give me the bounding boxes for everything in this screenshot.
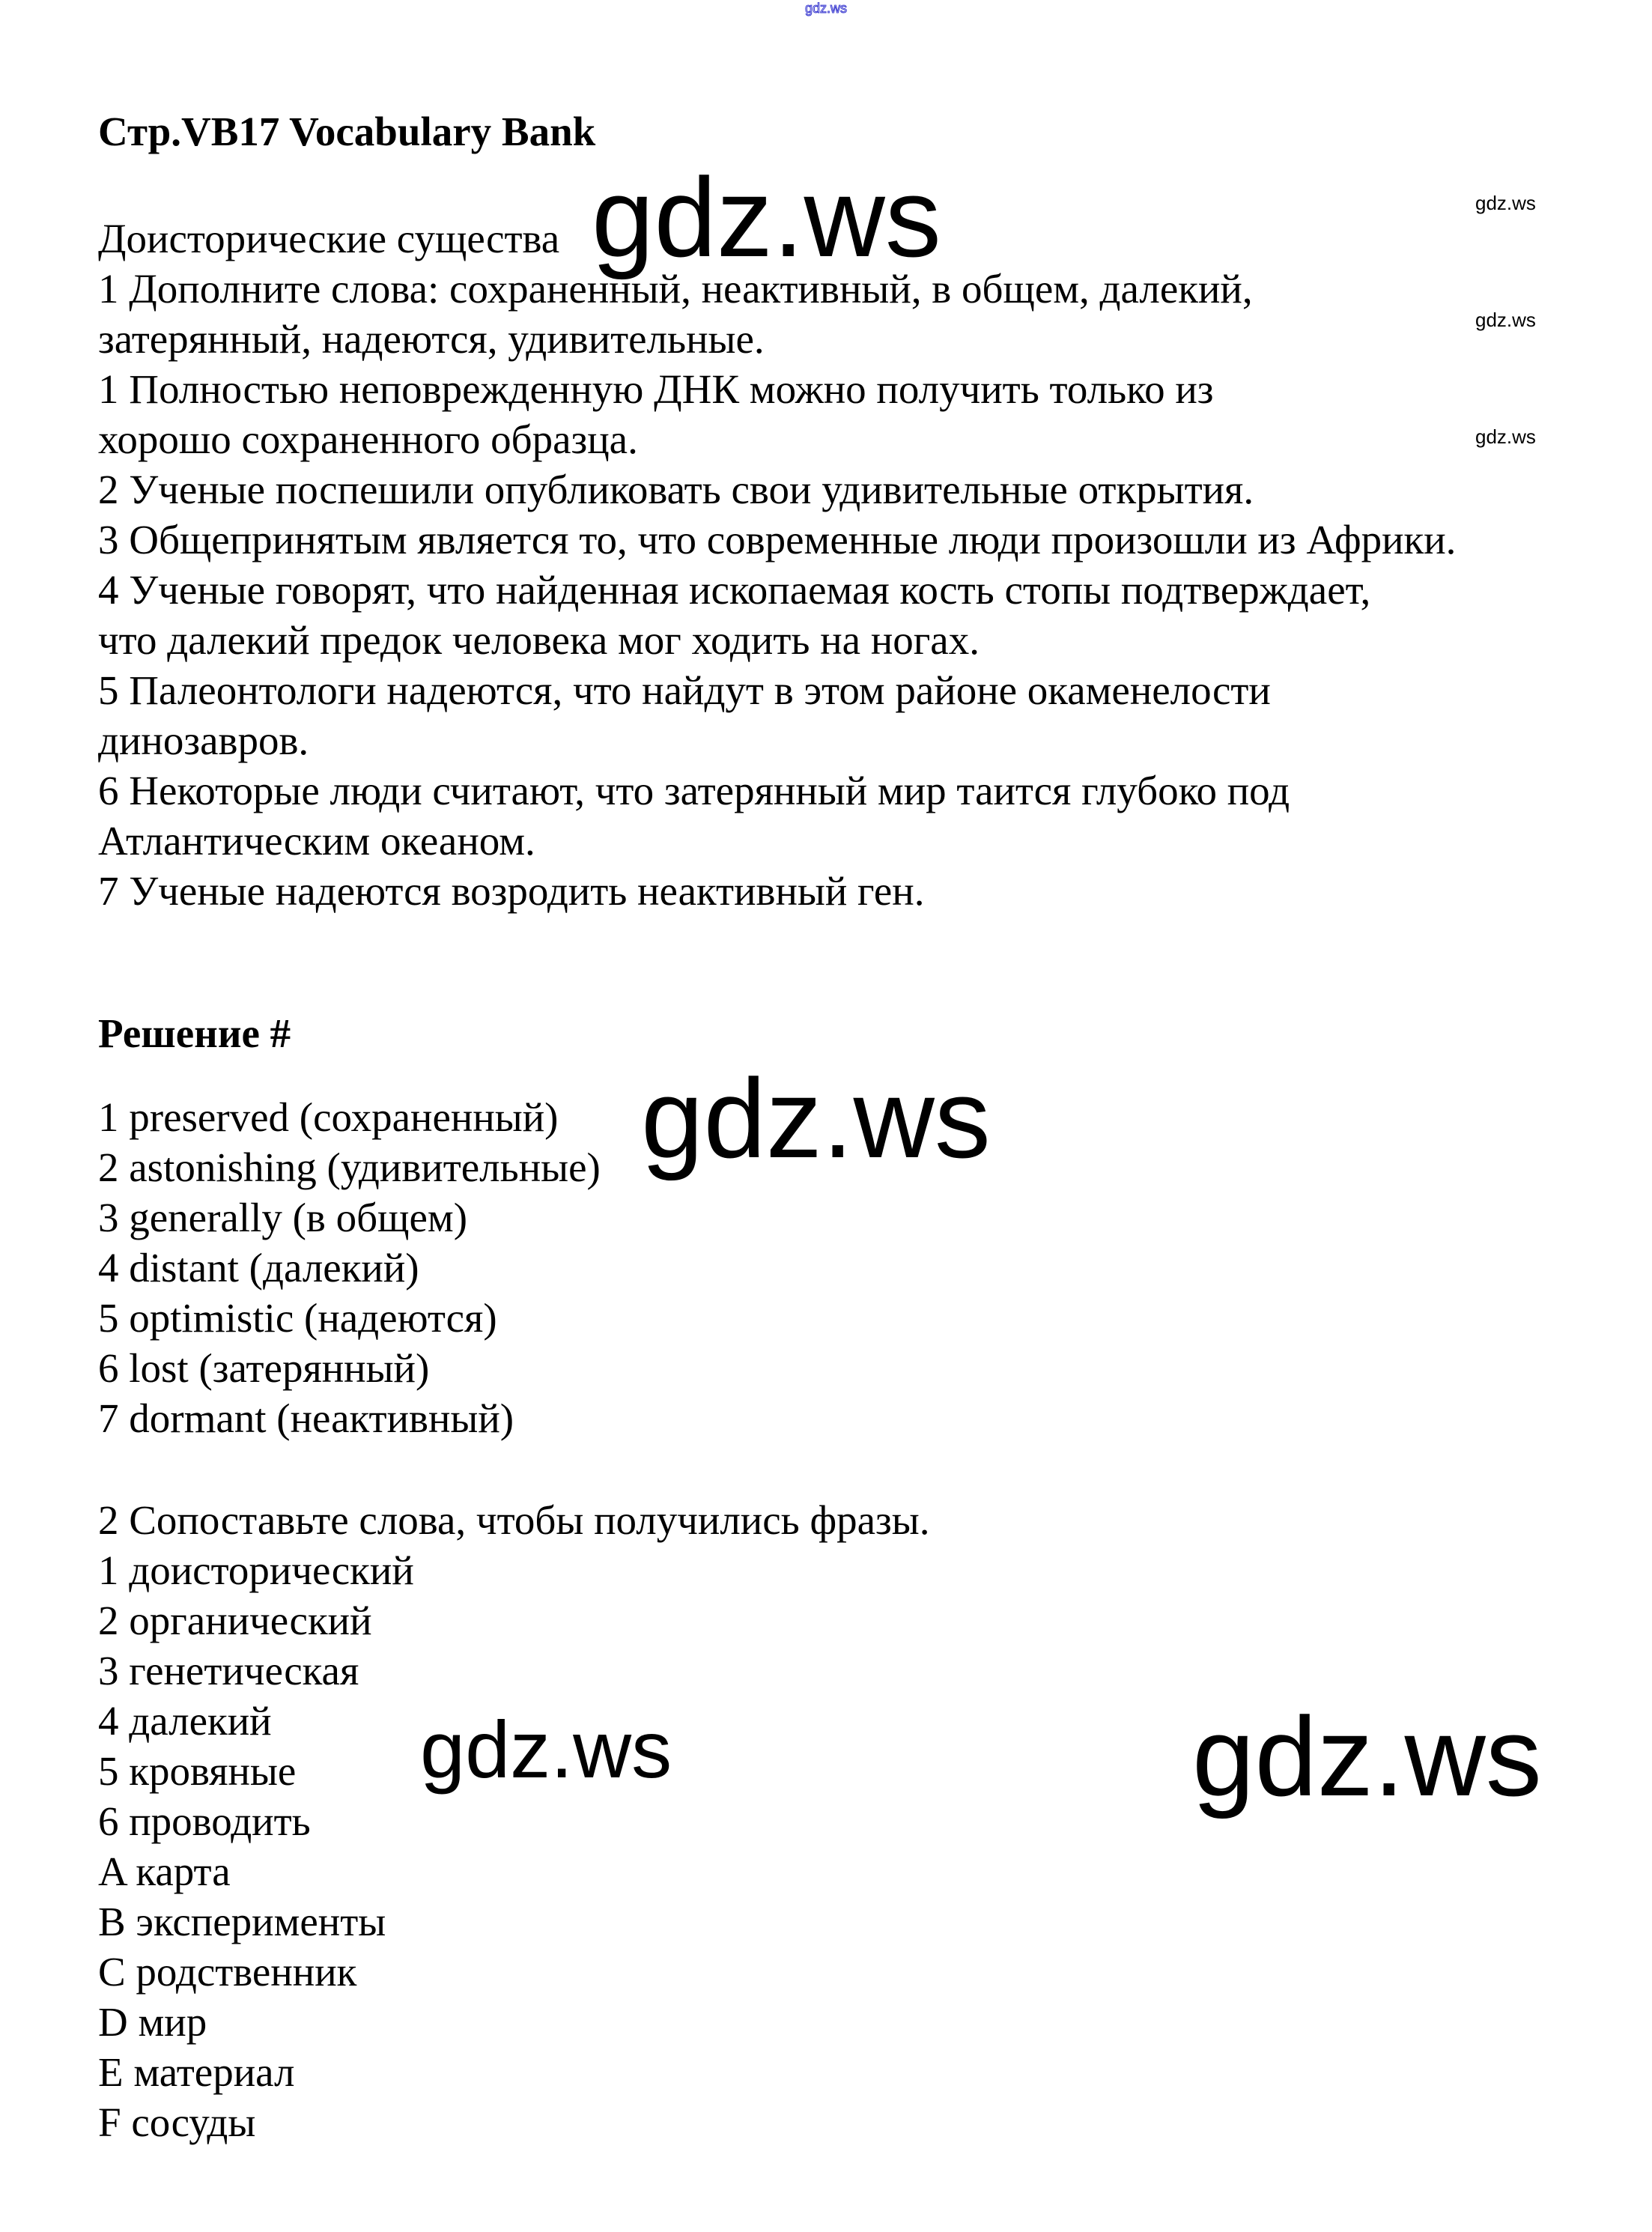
text-line: C родственник (98, 1949, 357, 1995)
text-line: 7 Ученые надеются возродить неактивный ген. (98, 868, 925, 914)
text-line: D мир (98, 1999, 207, 2045)
answer-line: 4 distant (далекий) (98, 1245, 419, 1291)
text-line: 5 Палеонтологи надеются, что найдут в этом районе окаменелости (98, 667, 1271, 713)
text-line: 1 доисторический (98, 1547, 414, 1593)
text-line: 3 Общепринятым является то, что современные люди произошли из Африки. (98, 517, 1457, 562)
text-line: A карта (98, 1849, 231, 1894)
text-line: 2 Сопоставьте слова, чтобы получились фразы. (98, 1497, 930, 1543)
text-line: 6 проводить (98, 1798, 311, 1844)
text-line: 4 далекий (98, 1698, 272, 1744)
watermark-large: gdz.ws (641, 1055, 991, 1181)
solution-heading-text: Решение # (98, 1010, 291, 1056)
exercise-2 (98, 1495, 929, 2147)
watermark-large: gdz.ws (1192, 1693, 1542, 1819)
text-line: Атлантическим океаном. (98, 818, 535, 864)
text-line: F сосуды (98, 2099, 256, 2145)
text-line: 1 Полностью неповрежденную ДНК можно получить только из (98, 366, 1214, 412)
text-line: 5 кровяные (98, 1748, 297, 1794)
section-subtitle: Доисторические существа (98, 216, 560, 261)
text-line: 3 генетическая (98, 1648, 359, 1693)
text-line: хорошо сохраненного образца. (98, 416, 638, 462)
answer-line: 5 optimistic (надеются) (98, 1295, 497, 1341)
watermark-top: gdz.ws (805, 1, 848, 16)
text-line: 4 Ученые говорят, что найденная ископаемая кость стопы подтверждает, (98, 567, 1371, 613)
text-line: динозавров. (98, 718, 309, 763)
answer-line: 3 generally (в общем) (98, 1195, 468, 1240)
title-text: Стр.VB17 Vocabulary Bank (98, 109, 596, 154)
watermark-small: gdz.ws (1475, 192, 1536, 214)
solution-answers (98, 1092, 601, 1443)
answer-line: 1 preserved (сохраненный) (98, 1094, 559, 1140)
exercise-1 (98, 213, 1456, 916)
watermark-small: gdz.ws (1475, 425, 1536, 448)
watermark-medium: gdz.ws (420, 1704, 672, 1795)
text-line: 6 Некоторые люди считают, что затерянный мир таится глубоко под (98, 768, 1290, 813)
page-title (98, 106, 595, 157)
text-line: затерянный, надеются, удивительные. (98, 316, 765, 362)
answer-line: 6 lost (затерянный) (98, 1345, 430, 1391)
text-line: B эксперименты (98, 1899, 386, 1944)
text-line: что далекий предок человека мог ходить на ногах. (98, 617, 980, 663)
text-line: 2 Ученые поспешили опубликовать свои удивительные открытия. (98, 467, 1254, 512)
text-line: E материал (98, 2049, 295, 2095)
answer-line: 2 astonishing (удивительные) (98, 1144, 601, 1190)
watermark-large: gdz.ws (592, 154, 941, 280)
text-line: 2 органический (98, 1598, 372, 1643)
answer-line: 7 dormant (неактивный) (98, 1395, 514, 1441)
watermark-small: gdz.ws (1475, 309, 1536, 331)
text-line: 1 Дополните слова: сохраненный, неактивный, в общем, далекий, (98, 266, 1253, 312)
solution-heading (98, 1008, 291, 1058)
